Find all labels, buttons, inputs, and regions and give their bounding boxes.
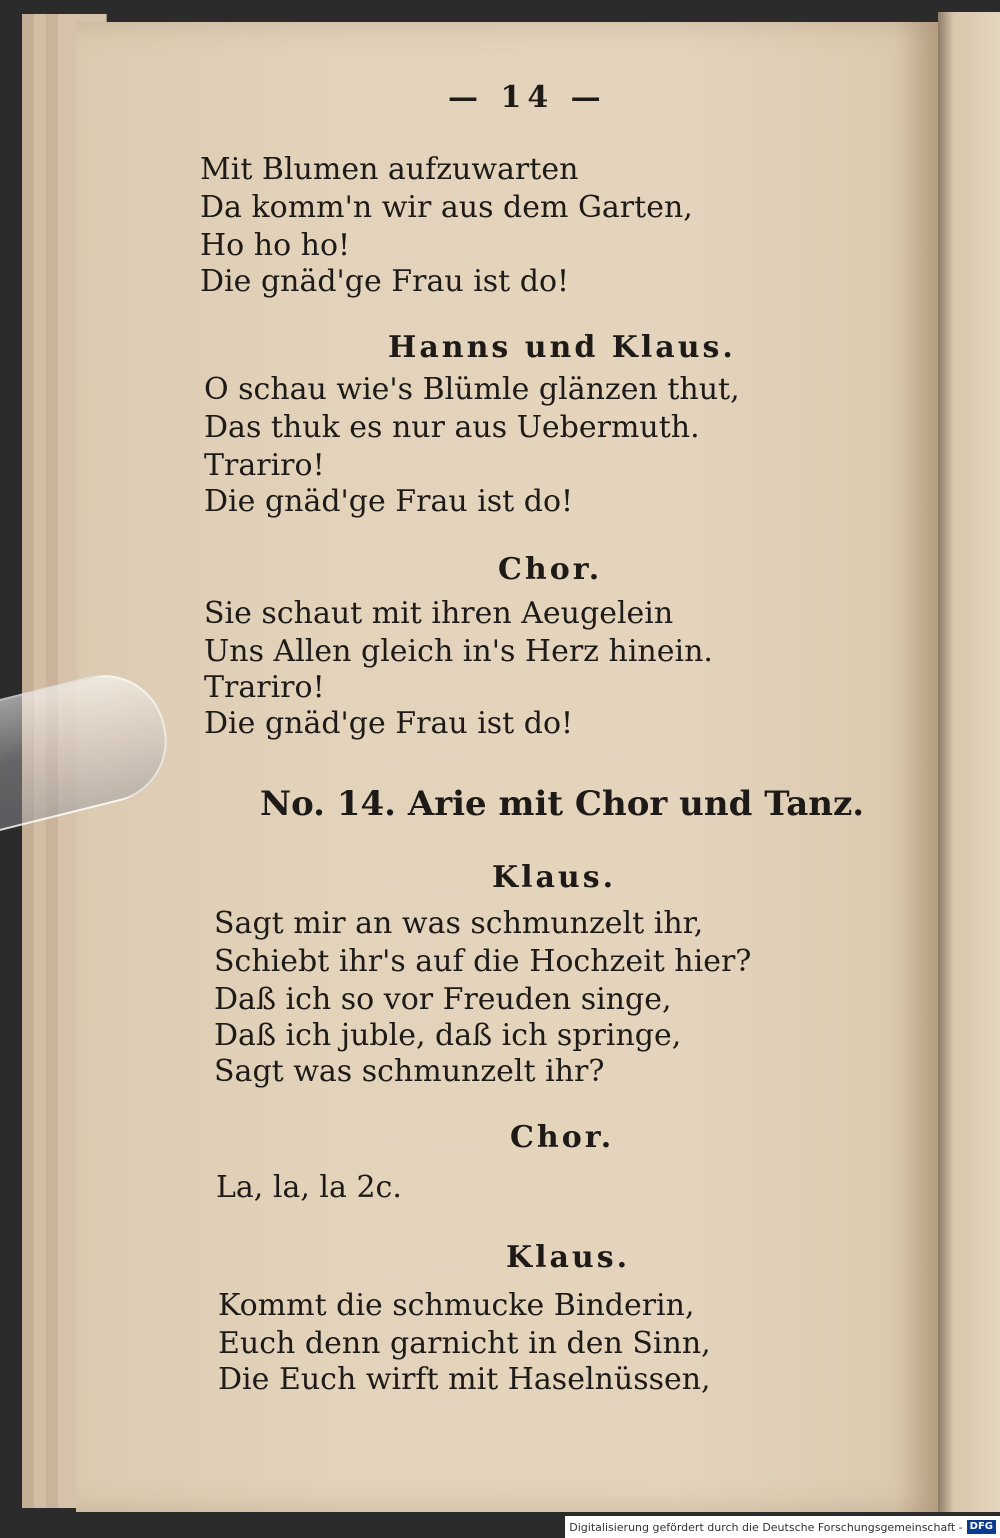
verse-line: Euch denn garnicht in den Sinn, (218, 1326, 711, 1361)
verse-line: Die gnäd'ge Frau ist do! (200, 264, 570, 299)
speaker-name: Klaus. (492, 860, 617, 895)
number-heading: No. 14. Arie mit Chor und Tanz. (260, 784, 865, 824)
verse-line: Die Euch wirft mit Haselnüssen, (218, 1362, 711, 1397)
verse-line: Die gnäd'ge Frau ist do! (204, 706, 574, 741)
verse-line: Sagt mir an was schmunzelt ihr, (214, 906, 704, 941)
verse-line: O schau wie's Blümle glänzen thut, (204, 372, 740, 407)
speaker-name: Klaus. (506, 1240, 631, 1275)
verse-line: Da komm'n wir aus dem Garten, (200, 190, 693, 225)
verse-line: Trariro! (204, 448, 325, 483)
dfg-logo-icon: DFG (967, 1520, 996, 1534)
digitization-footer (565, 1516, 1000, 1538)
verse-line: Mit Blumen aufzuwarten (200, 152, 579, 187)
speaker-name: Chor. (498, 552, 603, 587)
verse-line: La, la, la 2c. (216, 1170, 402, 1205)
verse-line: Schiebt ihr's auf die Hochzeit hier? (214, 944, 752, 979)
verse-line: Die gnäd'ge Frau ist do! (204, 484, 574, 519)
verse-line: Daß ich juble, daß ich springe, (214, 1018, 682, 1053)
verse-line: Uns Allen gleich in's Herz hinein. (204, 634, 713, 669)
verse-line: Sagt was schmunzelt ihr? (214, 1054, 605, 1089)
verse-line: Sie schaut mit ihren Aeugelein (204, 596, 674, 631)
speaker-name: Chor. (510, 1120, 615, 1155)
speaker-name: Hanns und Klaus. (388, 330, 736, 365)
verse-line: Kommt die schmucke Binderin, (218, 1288, 695, 1323)
facing-page-edge (938, 12, 1000, 1512)
verse-line: Daß ich so vor Freuden singe, (214, 982, 672, 1017)
footer-text: Digitalisierung gefördert durch die Deutsche Forschungsgemeinschaft - (569, 1520, 963, 1534)
verse-line: Trariro! (204, 670, 325, 705)
verse-line: Ho ho ho! (200, 228, 351, 263)
verse-line: Das thuk es nur aus Uebermuth. (204, 410, 700, 445)
page-number: — 14 — (448, 80, 607, 115)
